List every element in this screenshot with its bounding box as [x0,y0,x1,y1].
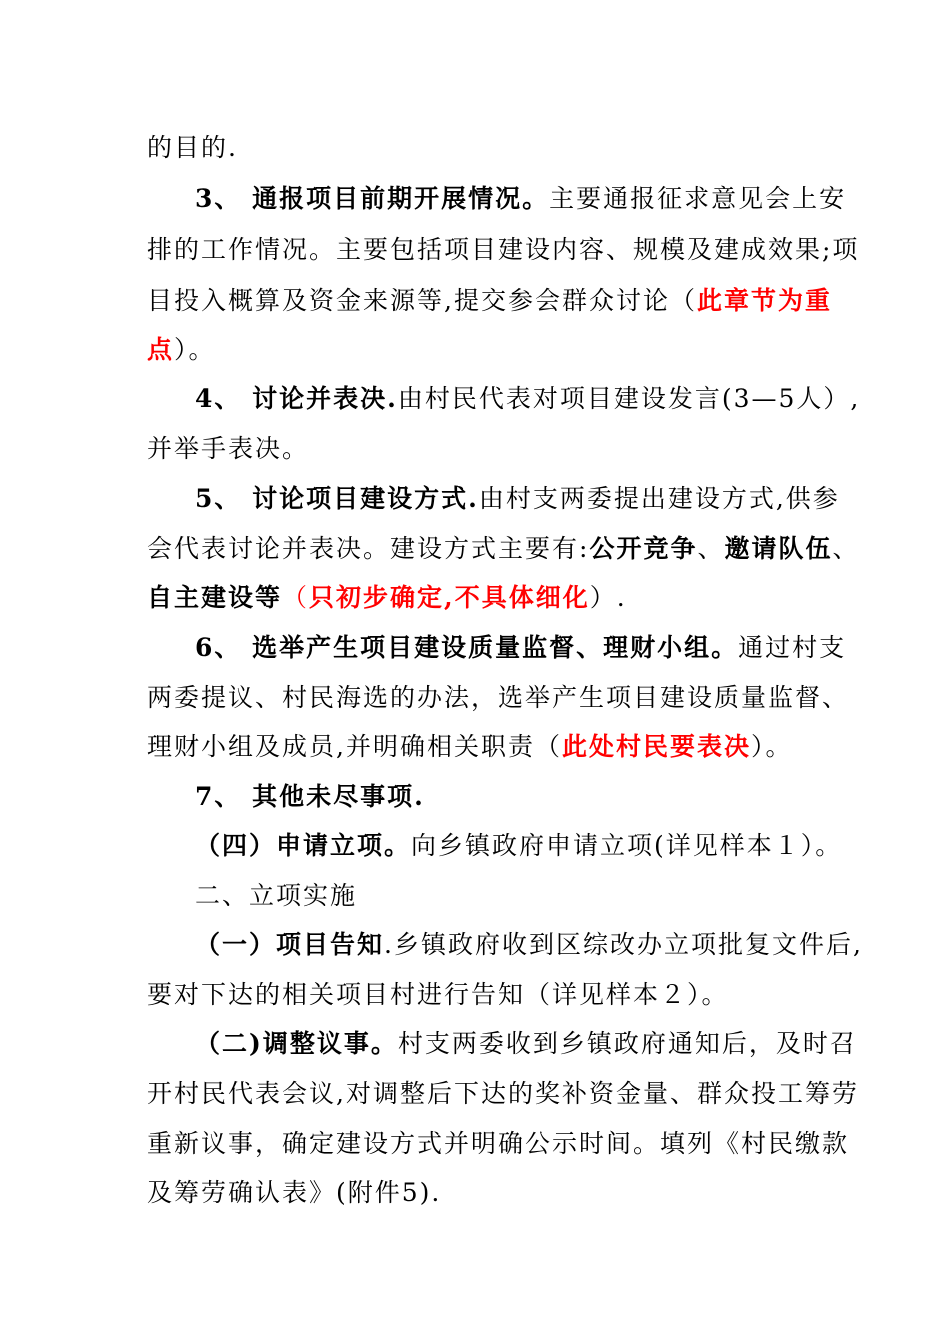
text: 村支两委收到乡镇政府通知后，及时召 [397,1029,857,1058]
text: 排的工作情况。主要包括项目建设内容、规模及建成效果;项 [147,235,860,264]
section-1-title: （一）项目告知 [195,930,385,959]
text: 重新议事，确定建设方式并明确公示时间。填列《村民缴款 [147,1129,850,1158]
text: 理财小组及成员,并明确相关职责（ [147,732,562,761]
item-4-title: 4、 讨论并表决. [195,384,398,413]
text: 要对下达的相关项目村进行告知（详见样本２）。 [147,980,729,1009]
text: 通过村支 [738,633,847,662]
text: 及筹劳确认表》(附件5). [147,1178,442,1207]
highlight-note: 此处村民要表决 [561,732,751,761]
paragraph-line [147,1077,859,1111]
chapter-2-title: 二、立项实施 [195,881,358,910]
text: 由村支两委提出建设方式,供参 [478,484,840,513]
section-2-heading [195,1027,857,1061]
paragraph-line [147,432,309,466]
section-4-title: （四）申请立项。 [195,831,412,860]
section-2-title: （二)调整议事。 [195,1029,398,1058]
item-7-heading [195,780,425,814]
text: 开村民代表会议,对调整后下达的奖补资金量、群众投工筹劳 [147,1079,859,1108]
bold-term: 邀请队伍 [724,534,833,563]
item-5-heading [195,482,840,516]
item-6-heading [195,631,846,665]
item-7-title: 7、 其他未尽事项. [195,782,425,811]
paragraph-line [147,681,849,715]
paragraph-line [147,581,627,615]
section-4-heading [195,829,842,863]
paragraph-line [147,333,216,367]
paragraph-line [147,1127,849,1161]
item-6-title: 6、 选举产生项目建设质量监督、理财小组。 [195,633,739,662]
text: ）。 [174,335,216,364]
item-5-title: 5、 讨论项目建设方式. [195,484,479,513]
text: .乡镇政府收到区综改办立项批复文件后, [384,930,863,959]
text: ）. [589,583,627,612]
highlight-note: 只初步确定,不具体细化 [309,583,590,612]
paragraph-line [147,978,729,1012]
highlight-note: 此章节为重 [696,286,832,315]
text: 、 [697,534,725,563]
text: 向乡镇政府申请立项(详见样本１）。 [411,831,843,860]
item-4-heading [195,382,860,416]
text: ）。 [750,732,793,761]
text: 两委提议、村民海选的办法，选举产生项目建设质量监督、 [147,683,850,712]
bold-term: 公开竞争 [589,534,698,563]
text: 、 [832,534,860,563]
text: 的目的. [147,133,238,162]
item-3-title: 3、 通报项目前期开展情况。 [195,184,550,213]
highlight-note: 点 [147,335,175,364]
paragraph-line [147,284,832,318]
text: 会代表讨论并表决。建设方式主要有: [147,534,590,563]
text: 并举手表决。 [147,434,310,463]
text: （ [282,583,310,612]
bold-term: 自主建设等 [147,583,283,612]
section-1-heading [195,928,863,962]
text: 由村民代表对项目建设发言(3—5人）, [397,384,861,413]
paragraph-line [147,233,859,267]
chapter-2-heading [195,879,357,913]
paragraph-line [147,730,792,764]
paragraph-line [147,131,238,165]
paragraph-line [147,532,860,566]
item-3-heading [195,182,846,216]
text: 主要通报征求意见会上安 [549,184,847,213]
paragraph-line [147,1176,441,1210]
text: 目投入概算及资金来源等,提交参会群众讨论（ [147,286,697,315]
